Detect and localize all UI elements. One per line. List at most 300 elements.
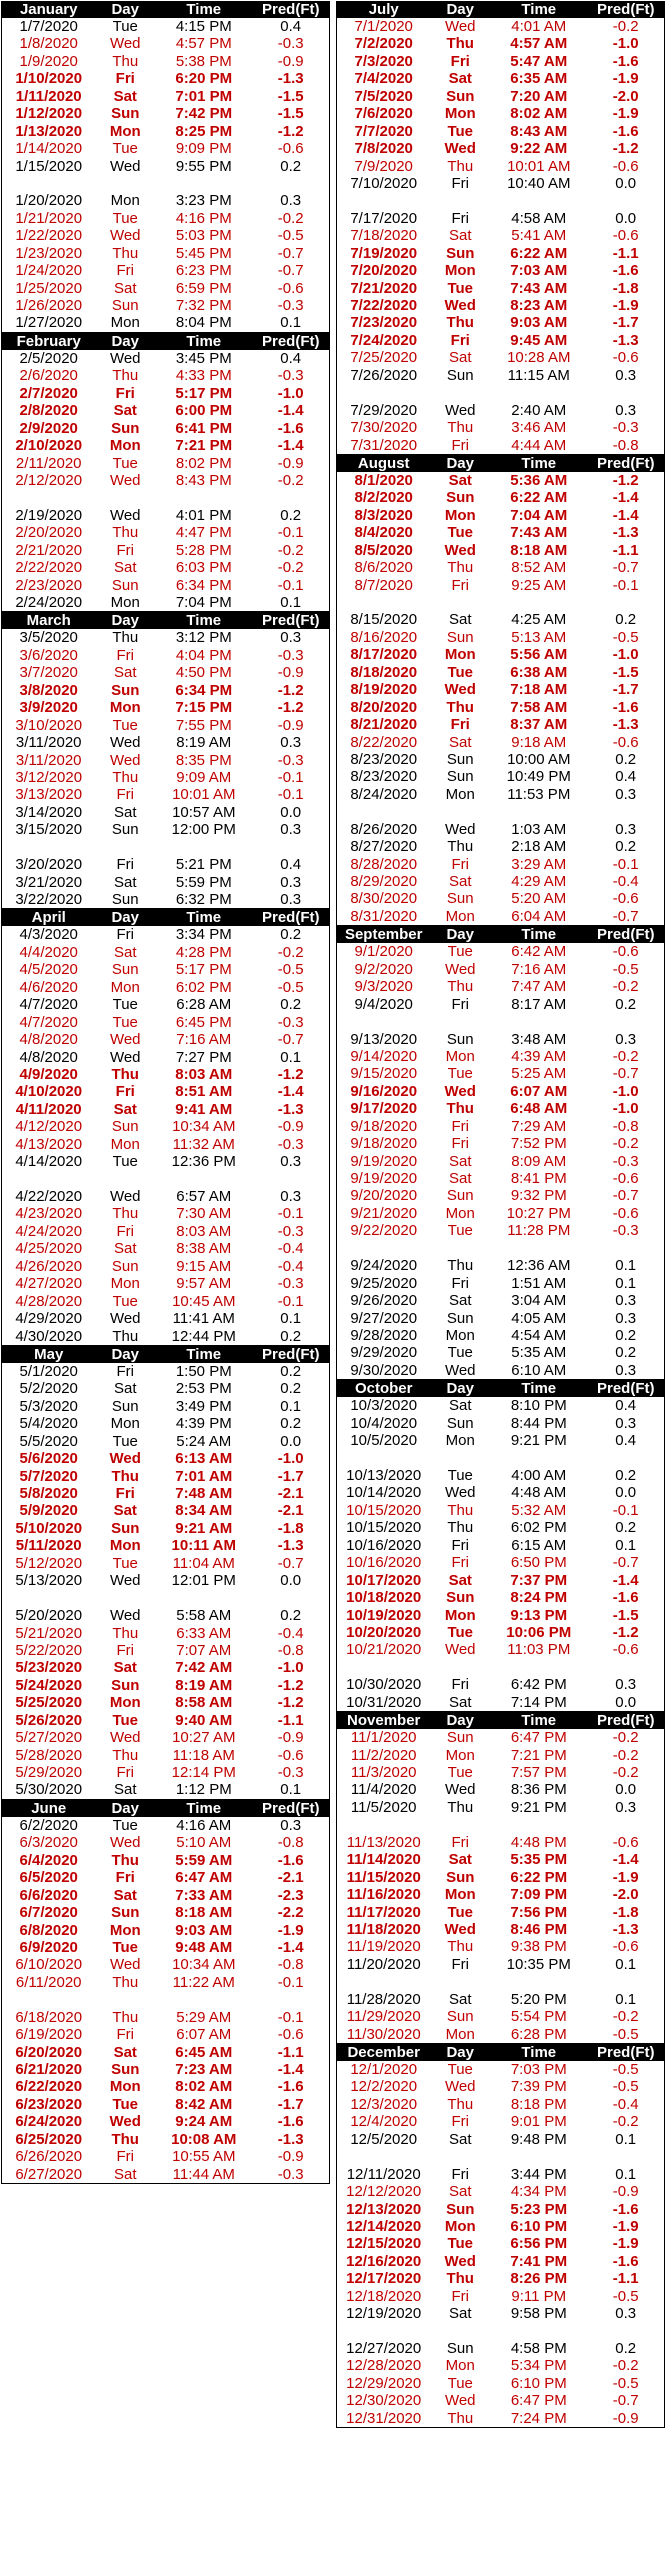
time-cell: 5:03 PM xyxy=(175,227,232,245)
left-column xyxy=(1,1,330,2184)
date-cell: 6/21/2020 xyxy=(15,2061,83,2078)
time-cell: 8:23 AM xyxy=(510,297,568,314)
pred-cell: 0.0 xyxy=(615,1484,637,1502)
table-row xyxy=(2,1852,329,1869)
day-cell: Sat xyxy=(113,1100,137,1118)
table-row xyxy=(337,227,664,244)
date-cell: 6/4/2020 xyxy=(19,1851,78,1869)
date-cell: 3/22/2020 xyxy=(15,891,83,908)
time-cell: 6:10 PM xyxy=(510,2217,568,2235)
table-row xyxy=(337,1834,664,1851)
time-cell: 6:38 AM xyxy=(510,663,568,681)
table-row xyxy=(2,1240,329,1257)
pred-cell: -0.6 xyxy=(612,1170,639,1187)
table-row xyxy=(2,752,329,769)
table-row xyxy=(2,2044,329,2061)
time-cell: 9:22 AM xyxy=(510,140,568,158)
day-cell: Tue xyxy=(112,1711,139,1729)
date-cell: 7/9/2020 xyxy=(354,157,413,175)
day-cell: Mon xyxy=(444,105,476,123)
date-cell: 4/5/2020 xyxy=(19,961,78,979)
table-row xyxy=(2,123,329,140)
time-cell: 4:33 PM xyxy=(175,367,232,385)
date-cell: 3/13/2020 xyxy=(15,786,83,804)
table-row xyxy=(2,1415,329,1432)
day-cell: Fri xyxy=(116,2026,134,2044)
table-row xyxy=(2,734,329,751)
table-row xyxy=(337,1641,664,1658)
date-cell: 5/8/2020 xyxy=(19,1485,78,1502)
table-row xyxy=(337,838,664,855)
day-cell: Sun xyxy=(111,419,140,437)
table-row xyxy=(2,1485,329,1502)
table-row xyxy=(2,158,329,175)
time-cell: 4:29 AM xyxy=(511,873,567,890)
table-row xyxy=(337,367,664,384)
day-cell: Tue xyxy=(447,1344,473,1362)
time-cell: 9:03 AM xyxy=(510,314,568,332)
time-cell: 7:52 PM xyxy=(510,1135,567,1153)
table-row xyxy=(337,1292,664,1309)
table-row xyxy=(337,1048,664,1065)
table-row xyxy=(337,734,664,751)
day-header: Day xyxy=(111,1345,139,1363)
day-cell: Sat xyxy=(448,733,472,751)
time-cell: 8:10 PM xyxy=(510,1397,567,1415)
table-row xyxy=(337,1624,664,1641)
pred-cell: -0.3 xyxy=(277,1764,304,1781)
month-name: September xyxy=(344,926,423,944)
pred-cell: -0.4 xyxy=(277,1240,304,1258)
pred-cell: -0.8 xyxy=(612,436,639,454)
pred-cell: -2.1 xyxy=(277,1502,304,1520)
table-row xyxy=(337,1869,664,1886)
pred-cell: -1.0 xyxy=(612,1082,639,1100)
table-row xyxy=(337,2253,664,2270)
pred-cell: 0.2 xyxy=(615,838,637,856)
date-cell: 2/8/2020 xyxy=(19,402,78,420)
date-cell: 4/22/2020 xyxy=(15,1188,83,1205)
pred-cell: -0.2 xyxy=(277,471,304,489)
pred-cell: 0.2 xyxy=(615,1519,637,1537)
date-cell: 9/15/2020 xyxy=(350,1065,418,1083)
time-cell: 5:21 PM xyxy=(175,856,232,874)
date-cell: 8/31/2020 xyxy=(350,907,418,925)
time-cell: 5:54 PM xyxy=(510,2008,567,2026)
date-cell: 4/24/2020 xyxy=(15,1222,83,1240)
day-cell: Mon xyxy=(109,2078,141,2096)
time-cell: 6:34 PM xyxy=(175,681,233,699)
pred-cell: -1.9 xyxy=(612,297,639,314)
pred-cell: -1.1 xyxy=(612,244,639,262)
time-cell: 5:32 AM xyxy=(511,1501,567,1519)
time-cell: 12:36 PM xyxy=(171,1153,236,1171)
time-cell: 7:04 AM xyxy=(510,506,568,524)
date-cell: 6/25/2020 xyxy=(15,2130,83,2148)
table-row xyxy=(2,996,329,1013)
day-cell: Wed xyxy=(109,35,141,53)
day-header: Day xyxy=(111,332,139,350)
month-header xyxy=(2,333,329,350)
table-row xyxy=(2,1712,329,1729)
date-cell: 6/26/2020 xyxy=(15,2148,83,2166)
date-cell: 4/25/2020 xyxy=(15,1240,83,1258)
date-cell: 6/27/2020 xyxy=(15,2165,83,2183)
table-row xyxy=(2,1659,329,1676)
day-cell: Wed xyxy=(109,2113,141,2131)
date-cell: 9/2/2020 xyxy=(354,960,413,978)
time-cell: 4:47 PM xyxy=(175,524,232,542)
day-cell: Sun xyxy=(446,1868,475,1886)
day-cell: Wed xyxy=(109,227,141,245)
date-cell: 5/24/2020 xyxy=(15,1676,83,1694)
date-cell: 2/5/2020 xyxy=(19,349,78,367)
date-cell: 5/1/2020 xyxy=(19,1362,78,1380)
time-cell: 8:18 AM xyxy=(175,1904,233,1922)
date-cell: 5/25/2020 xyxy=(15,1694,83,1712)
day-cell: Mon xyxy=(445,1047,475,1065)
day-cell: Sat xyxy=(113,1659,137,1677)
table-row xyxy=(2,1450,329,1467)
date-cell: 2/12/2020 xyxy=(15,471,83,489)
time-cell: 7:32 PM xyxy=(175,297,232,314)
date-cell: 6/5/2020 xyxy=(19,1869,78,1887)
time-cell: 6:35 AM xyxy=(510,70,568,88)
date-cell: 8/29/2020 xyxy=(350,873,418,890)
table-row xyxy=(2,524,329,541)
date-cell: 6/19/2020 xyxy=(15,2026,83,2044)
pred-cell: -1.7 xyxy=(277,2095,304,2113)
pred-cell: -1.1 xyxy=(277,1711,304,1729)
day-cell: Mon xyxy=(445,1746,475,1764)
date-cell: 8/24/2020 xyxy=(350,785,418,803)
time-cell: 6:02 PM xyxy=(510,1519,567,1537)
pred-cell: -0.3 xyxy=(277,646,304,664)
time-cell: 9:55 PM xyxy=(175,157,232,175)
time-cell: 3:04 AM xyxy=(511,1292,567,1310)
time-header: Time xyxy=(521,1,557,18)
date-cell: 9/14/2020 xyxy=(350,1047,418,1065)
pred-cell: -0.6 xyxy=(612,943,639,961)
table-row xyxy=(2,804,329,821)
table-row xyxy=(2,1764,329,1781)
day-cell: Wed xyxy=(444,1361,476,1379)
table-row xyxy=(2,1939,329,1956)
date-cell: 7/2/2020 xyxy=(354,35,413,53)
day-cell: Tue xyxy=(447,279,474,297)
day-cell: Sat xyxy=(113,402,137,420)
date-cell: 10/19/2020 xyxy=(346,1606,422,1624)
day-cell: Mon xyxy=(445,907,475,925)
pred-cell: 0.4 xyxy=(280,18,302,35)
table-row xyxy=(337,751,664,768)
time-cell: 5:58 AM xyxy=(176,1607,232,1625)
time-cell: 3:29 AM xyxy=(511,855,567,873)
time-cell: 10:57 AM xyxy=(172,803,236,821)
time-cell: 10:35 PM xyxy=(506,1955,571,1973)
day-cell: Tue xyxy=(447,1467,473,1484)
day-cell: Sat xyxy=(448,2305,472,2323)
date-cell: 8/17/2020 xyxy=(350,646,418,664)
table-row xyxy=(2,1974,329,1991)
day-header: Day xyxy=(111,909,139,927)
pred-cell: 0.3 xyxy=(615,366,637,384)
pred-cell: 0.1 xyxy=(615,1990,637,2008)
date-cell: 9/1/2020 xyxy=(354,943,413,961)
day-cell: Wed xyxy=(444,1484,476,1502)
time-header: Time xyxy=(186,1799,222,1817)
date-cell: 5/5/2020 xyxy=(19,1432,78,1450)
day-cell: Sun xyxy=(446,768,474,786)
time-cell: 5:47 AM xyxy=(510,52,568,70)
day-cell: Sun xyxy=(111,297,139,314)
day-cell: Sun xyxy=(111,961,139,979)
date-cell: 6/18/2020 xyxy=(15,2008,83,2026)
date-cell: 5/20/2020 xyxy=(15,1607,83,1625)
date-cell: 12/31/2020 xyxy=(346,2409,422,2427)
day-cell: Fri xyxy=(451,995,469,1013)
date-cell: 11/14/2020 xyxy=(346,1851,421,1869)
time-cell: 6:22 AM xyxy=(510,244,568,262)
date-cell: 10/5/2020 xyxy=(350,1432,418,1450)
day-cell: Wed xyxy=(444,1920,476,1938)
pred-header: Pred(Ft) xyxy=(261,909,320,927)
row-gap xyxy=(337,594,664,611)
pred-cell: -0.9 xyxy=(277,52,304,70)
date-cell: 10/15/2020 xyxy=(346,1501,422,1519)
date-cell: 7/10/2020 xyxy=(350,174,418,192)
pred-cell: 0.2 xyxy=(280,1327,302,1345)
table-row xyxy=(337,402,664,419)
pred-cell: 0.3 xyxy=(615,1414,637,1432)
pred-cell: -1.6 xyxy=(277,1851,304,1869)
time-cell: 9:21 AM xyxy=(175,1519,233,1537)
table-row xyxy=(2,2009,329,2026)
date-cell: 1/14/2020 xyxy=(15,140,83,158)
table-row xyxy=(2,1537,329,1554)
table-row xyxy=(2,385,329,402)
pred-cell: -0.1 xyxy=(277,1973,304,1991)
date-cell: 12/17/2020 xyxy=(346,2270,422,2288)
day-cell: Wed xyxy=(109,1048,141,1066)
row-gap xyxy=(2,1991,329,2008)
pred-cell: -1.4 xyxy=(277,1938,304,1956)
time-cell: 7:09 PM xyxy=(510,1886,568,1904)
date-cell: 2/19/2020 xyxy=(15,506,83,524)
day-cell: Sun xyxy=(111,1118,139,1136)
table-row xyxy=(2,594,329,611)
pred-cell: -1.8 xyxy=(612,279,639,297)
date-cell: 11/17/2020 xyxy=(346,1903,421,1921)
date-cell: 6/9/2020 xyxy=(19,1938,78,1956)
pred-cell: -1.6 xyxy=(612,52,639,70)
table-row xyxy=(337,1886,664,1903)
pred-cell: -0.6 xyxy=(277,1746,304,1764)
date-cell: 7/26/2020 xyxy=(350,366,418,384)
pred-cell: -0.4 xyxy=(277,1624,304,1642)
pred-cell: 0.3 xyxy=(280,192,302,210)
pred-cell: -1.0 xyxy=(277,1450,304,1468)
table-row xyxy=(337,2375,664,2392)
pred-cell: 0.4 xyxy=(615,1397,637,1415)
table-row xyxy=(337,978,664,995)
table-row xyxy=(337,1222,664,1239)
time-cell: 11:04 AM xyxy=(172,1554,235,1572)
date-cell: 8/4/2020 xyxy=(354,524,413,542)
pred-cell: -1.8 xyxy=(277,1519,304,1537)
day-cell: Sun xyxy=(446,1729,474,1747)
time-cell: 5:25 AM xyxy=(511,1065,567,1083)
day-cell: Sun xyxy=(111,891,139,908)
date-cell: 7/17/2020 xyxy=(350,209,418,227)
time-cell: 6:45 PM xyxy=(175,1013,232,1031)
day-cell: Fri xyxy=(451,1117,469,1135)
time-cell: 8:03 AM xyxy=(175,1065,233,1083)
pred-cell: -0.5 xyxy=(277,978,304,996)
day-cell: Sat xyxy=(448,2130,472,2148)
day-cell: Mon xyxy=(444,506,476,524)
pred-cell: -0.4 xyxy=(612,873,639,890)
day-cell: Fri xyxy=(451,1135,469,1153)
time-cell: 4:54 AM xyxy=(511,1326,567,1344)
time-cell: 8:41 PM xyxy=(510,1170,567,1187)
day-cell: Sat xyxy=(113,803,137,821)
time-header: Time xyxy=(186,1345,222,1363)
date-cell: 11/28/2020 xyxy=(346,1990,421,2008)
time-cell: 9:40 AM xyxy=(175,1711,233,1729)
date-cell: 3/5/2020 xyxy=(19,629,78,647)
time-cell: 5:35 PM xyxy=(510,1851,568,1869)
table-row xyxy=(2,2096,329,2113)
pred-cell: -0.3 xyxy=(277,35,304,53)
time-cell: 11:22 AM xyxy=(172,1973,235,1991)
pred-cell: -0.1 xyxy=(612,1501,639,1519)
time-cell: 9:13 PM xyxy=(510,1606,568,1624)
time-cell: 6:10 AM xyxy=(511,1361,567,1379)
date-cell: 9/26/2020 xyxy=(350,1292,418,1310)
date-cell: 7/18/2020 xyxy=(350,227,418,245)
table-row xyxy=(2,1398,329,1415)
pred-cell: -1.2 xyxy=(277,681,304,699)
table-row xyxy=(337,210,664,227)
time-cell: 7:47 AM xyxy=(511,978,567,996)
month-name: April xyxy=(31,909,66,927)
day-cell: Fri xyxy=(451,1274,469,1292)
time-header: Time xyxy=(186,612,222,630)
table-row xyxy=(337,1327,664,1344)
row-gap xyxy=(337,2148,664,2165)
month-section-april xyxy=(1,909,330,1346)
time-cell: 8:46 PM xyxy=(510,1920,568,1938)
day-cell: Sat xyxy=(113,559,137,577)
pred-cell: 0.3 xyxy=(615,820,637,838)
table-row xyxy=(2,1625,329,1642)
time-cell: 8:26 PM xyxy=(510,2270,568,2288)
date-cell: 10/18/2020 xyxy=(346,1589,422,1607)
pred-cell: 0.4 xyxy=(615,768,637,786)
time-cell: 5:28 PM xyxy=(175,541,232,559)
date-cell: 12/2/2020 xyxy=(350,2078,418,2096)
time-cell: 7:43 AM xyxy=(510,279,568,297)
row-gap xyxy=(337,1013,664,1030)
date-cell: 7/6/2020 xyxy=(354,105,413,123)
date-cell: 11/20/2020 xyxy=(346,1955,421,1973)
table-row xyxy=(2,53,329,70)
pred-cell: -0.6 xyxy=(612,733,639,751)
time-cell: 12:14 PM xyxy=(171,1764,236,1781)
time-cell: 10:27 PM xyxy=(506,1204,571,1222)
table-row xyxy=(337,1956,664,1973)
day-cell: Fri xyxy=(451,1554,469,1572)
month-section-december xyxy=(336,2044,665,2428)
month-name: January xyxy=(19,1,78,18)
time-cell: 8:37 AM xyxy=(510,716,568,734)
date-cell: 3/20/2020 xyxy=(15,856,83,874)
pred-cell: -1.2 xyxy=(612,471,639,489)
day-header: Day xyxy=(446,1712,474,1730)
date-cell: 8/18/2020 xyxy=(350,663,418,681)
table-row xyxy=(2,1555,329,1572)
date-cell: 10/16/2020 xyxy=(346,1554,422,1572)
row-gap xyxy=(337,384,664,401)
time-cell: 8:42 AM xyxy=(175,2095,233,2113)
date-cell: 4/14/2020 xyxy=(15,1153,83,1171)
time-cell: 10:06 PM xyxy=(506,1623,572,1641)
day-cell: Mon xyxy=(109,1694,141,1712)
date-cell: 8/15/2020 xyxy=(350,611,418,629)
pred-cell: -1.2 xyxy=(277,699,304,717)
day-cell: Thu xyxy=(112,2008,139,2026)
month-header xyxy=(2,1346,329,1363)
pred-cell: 0.1 xyxy=(615,1257,637,1275)
time-cell: 7:33 AM xyxy=(175,1886,233,1904)
time-cell: 11:53 PM xyxy=(507,785,571,803)
date-cell: 9/22/2020 xyxy=(350,1222,418,1240)
date-cell: 10/21/2020 xyxy=(346,1641,422,1659)
date-cell: 9/21/2020 xyxy=(350,1204,418,1222)
time-cell: 11:28 PM xyxy=(507,1222,571,1240)
time-cell: 8:17 AM xyxy=(511,995,567,1013)
date-cell: 2/7/2020 xyxy=(19,384,78,402)
pred-cell: -1.2 xyxy=(277,1694,304,1712)
pred-cell: -1.4 xyxy=(612,506,639,524)
table-row xyxy=(2,472,329,489)
day-cell: Sat xyxy=(448,873,472,890)
month-name: October xyxy=(354,1380,413,1398)
pred-cell: 0.2 xyxy=(615,1467,637,1484)
time-cell: 7:15 PM xyxy=(175,699,233,717)
time-cell: 3:49 PM xyxy=(175,1397,232,1415)
table-row xyxy=(337,2078,664,2095)
date-cell: 7/25/2020 xyxy=(350,349,418,367)
pred-cell: -0.6 xyxy=(612,157,639,175)
table-row xyxy=(2,1363,329,1380)
date-cell: 1/13/2020 xyxy=(15,122,83,140)
pred-cell: 0.1 xyxy=(280,314,302,332)
date-cell: 8/2/2020 xyxy=(354,489,413,507)
time-cell: 6:42 AM xyxy=(511,943,567,961)
pred-cell: -0.9 xyxy=(277,1118,304,1136)
time-cell: 10:01 AM xyxy=(172,786,236,804)
table-row xyxy=(337,1170,664,1187)
day-cell: Sat xyxy=(113,2043,137,2061)
time-cell: 8:58 AM xyxy=(175,1694,233,1712)
month-section-october xyxy=(336,1380,665,1712)
table-row xyxy=(2,1904,329,1921)
day-cell: Tue xyxy=(447,943,473,961)
date-cell: 4/27/2020 xyxy=(15,1275,83,1293)
time-cell: 4:57 AM xyxy=(510,35,568,53)
